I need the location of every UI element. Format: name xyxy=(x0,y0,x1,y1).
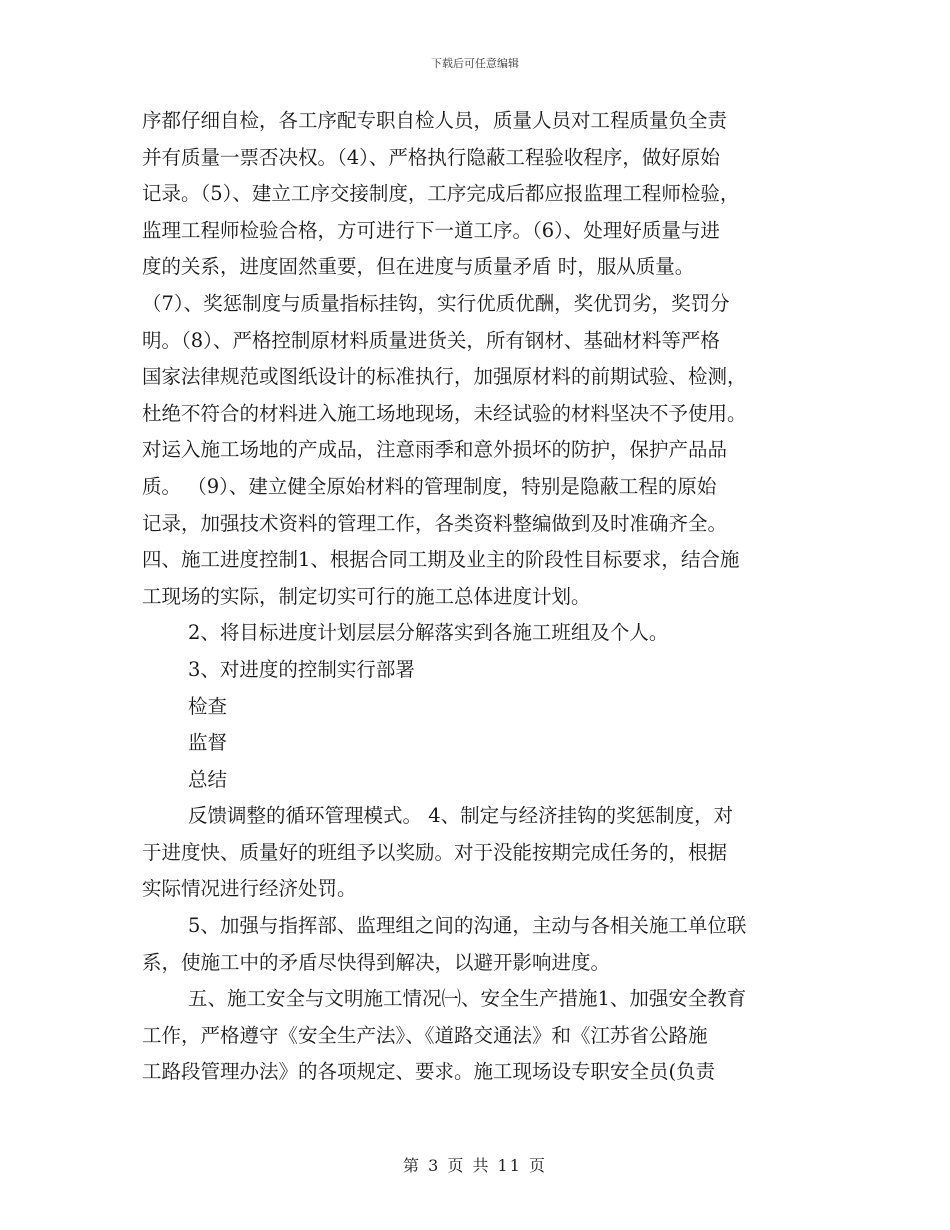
body-line: 2、将目标进度计划层层分解落实到各施工班组及个人。 xyxy=(188,621,669,645)
body-line: 3、对进度的控制实行部署 xyxy=(188,657,415,681)
body-line: 记录。（5）、建立工序交接制度，工序完成后都应报监理工程师检验， xyxy=(142,182,740,206)
body-line: 并有质量一票否决权。（4）、严格执行隐蔽工程验收程序，做好原始 xyxy=(142,145,720,169)
body-line: 国家法律规范或图纸设计的标准执行，加强原材料的前期试验、检测， xyxy=(142,365,747,389)
body-line: 系，使施工中的矛盾尽快得到解决，以避开影响进度。 xyxy=(142,950,611,974)
body-line: 五、施工安全与文明施工情况㈠、安全生产措施1、加强安全教育 xyxy=(188,987,747,1011)
body-line: 监督 xyxy=(188,731,228,755)
body-line: 质。 （9）、建立健全原始材料的管理制度，特别是隐蔽工程的原始 xyxy=(142,474,717,498)
body-line: 于进度快、质量好的班组予以奖励。对于没能按期完成任务的，根据 xyxy=(142,840,728,864)
body-line: 工现场的实际，制定切实可行的施工总体进度计划。 xyxy=(142,584,591,608)
body-line: 工作，严格遵守《安全生产法》、《道路交通法》和《江苏省公路施 xyxy=(142,1023,708,1047)
body-line: 杜绝不符合的材料进入施工场地现场，未经试验的材料坚决不予使用。 xyxy=(142,401,747,425)
body-line: 序都仔细自检，各工序配专职自检人员，质量人员对工程质量负全责 xyxy=(142,109,728,132)
body-line: 反馈调整的循环管理模式。 4、制定与经济挂钩的奖惩制度，对 xyxy=(188,804,734,828)
body-line: 对运入施工场地的产成品，注意雨季和意外损坏的防护，保护产品品 xyxy=(142,438,728,462)
body-line: 总结 xyxy=(188,767,228,791)
body-line: 度的关系，进度固然重要，但在进度与质量矛盾 时，服从质量。 xyxy=(142,255,695,279)
document-body xyxy=(142,103,818,1091)
body-line: 四、施工进度控制1、根据合同工期及业主的阶段性目标要求，结合施 xyxy=(142,548,740,572)
body-line: 检查 xyxy=(188,694,228,718)
body-line: （7）、奖惩制度与质量指标挂钩，实行优质优酬，奖优罚劣，奖罚分 xyxy=(142,291,730,315)
page-header-note: 下载后可任意编辑 xyxy=(431,57,519,70)
page-number-footer: 第 3 页 共 11 页 xyxy=(403,1156,547,1175)
body-line: 明。（8）、严格控制原材料质量进货关，所有钢材、基础材料等严格 xyxy=(142,328,720,352)
body-line: 工路段管理办法》的各项规定、要求。施工现场设专职安全员(负责 xyxy=(142,1060,716,1084)
body-line: 监理工程师检验合格，方可进行下一道工序。（6）、处理好质量与进 xyxy=(142,218,720,242)
body-line: 5、加强与指挥部、监理组之间的沟通，主动与各相关施工单位联 xyxy=(188,914,747,938)
body-line: 实际情况进行经济处罚。 xyxy=(142,877,357,901)
body-line: 记录，加强技术资料的管理工作，各类资料整编做到及时准确齐全。 xyxy=(142,511,728,535)
